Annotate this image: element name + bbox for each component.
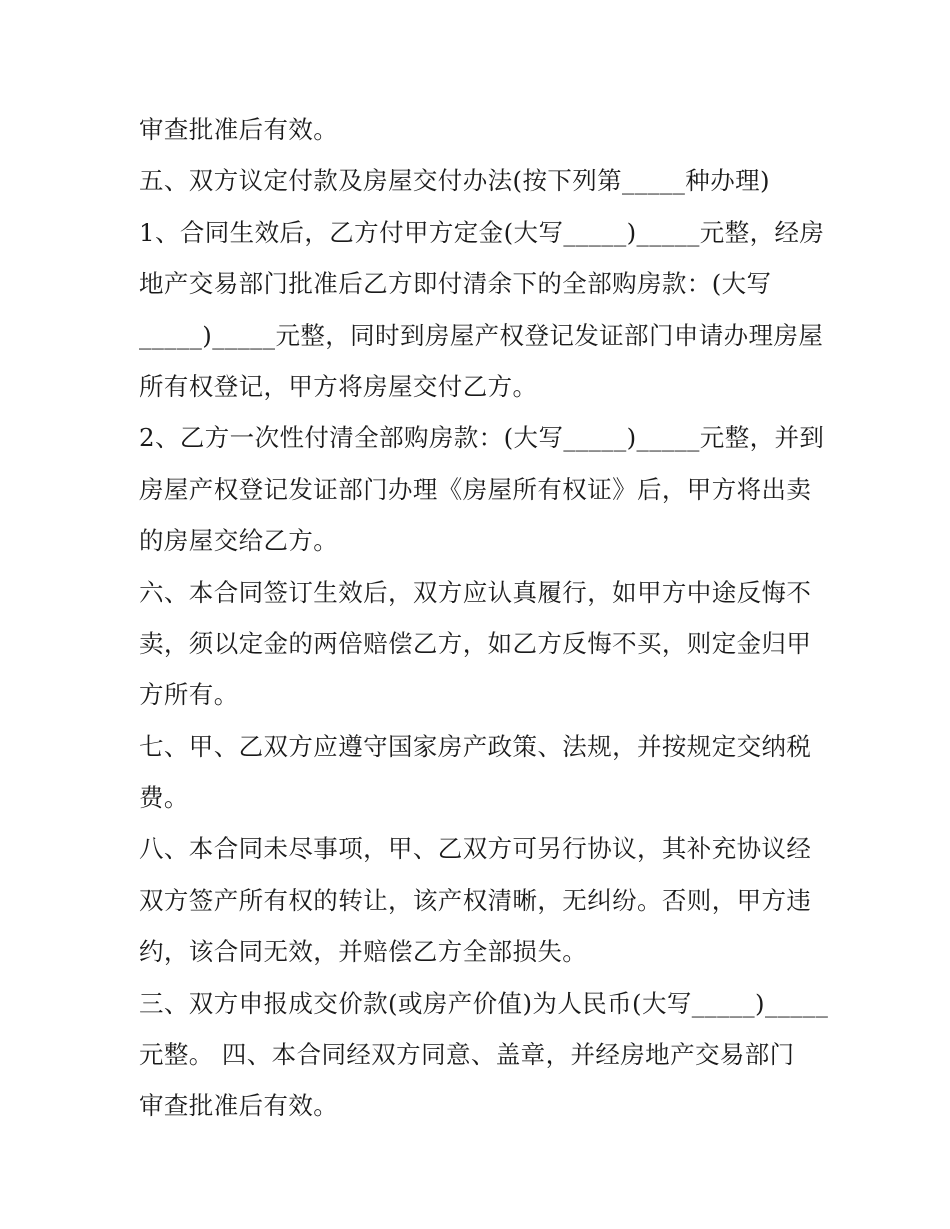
text-line: 八、本合同未尽事项，甲、乙双方可另行协议，其补充协议经 — [139, 834, 812, 864]
text-line: 所有权登记，甲方将房屋交付乙方。 — [139, 371, 538, 401]
text-line: 方所有。 — [139, 680, 239, 710]
contract-text-body — [139, 104, 829, 1132]
text-line: 的房屋交给乙方。 — [139, 526, 339, 556]
text-line: 五、双方议定付款及房屋交付办法(按下列第_____种办理) — [139, 166, 770, 196]
text-line: 1、合同生效后，乙方付甲方定金(大写_____)_____元整，经房 — [139, 217, 825, 247]
text-line: 2、乙方一次性付清全部购房款：(大写_____)_____元整，并到 — [139, 423, 825, 453]
text-line: 地产交易部门批准后乙方即付清余下的全部购房款：(大写 — [139, 269, 772, 299]
text-line: 审查批准后有效。 — [139, 1091, 339, 1121]
text-line: _____)_____元整，同时到房屋产权登记发证部门申请办理房屋 — [139, 320, 824, 350]
text-line: 三、双方申报成交价款(或房产价值)为人民币(大写_____)_____ — [139, 988, 829, 1018]
text-line: 卖，须以定金的两倍赔偿乙方，如乙方反悔不买，则定金归甲 — [139, 628, 812, 658]
text-line: 六、本合同签订生效后，双方应认真履行，如甲方中途反悔不 — [139, 577, 812, 607]
text-line: 约，该合同无效，并赔偿乙方全部损失。 — [139, 937, 588, 967]
text-line: 七、甲、乙双方应遵守国家房产政策、法规，并按规定交纳税 — [139, 731, 812, 761]
text-line: 房屋产权登记发证部门办理《房屋所有权证》后，甲方将出卖 — [139, 474, 812, 504]
text-line: 费。 — [139, 783, 189, 813]
text-line: 元整。 四、本合同经双方同意、盖章，并经房地产交易部门 — [139, 1040, 795, 1070]
text-line: 审查批准后有效。 — [139, 115, 339, 144]
text-line: 双方签产所有权的转让，该产权清晰，无纠纷。否则，甲方违 — [139, 885, 812, 915]
